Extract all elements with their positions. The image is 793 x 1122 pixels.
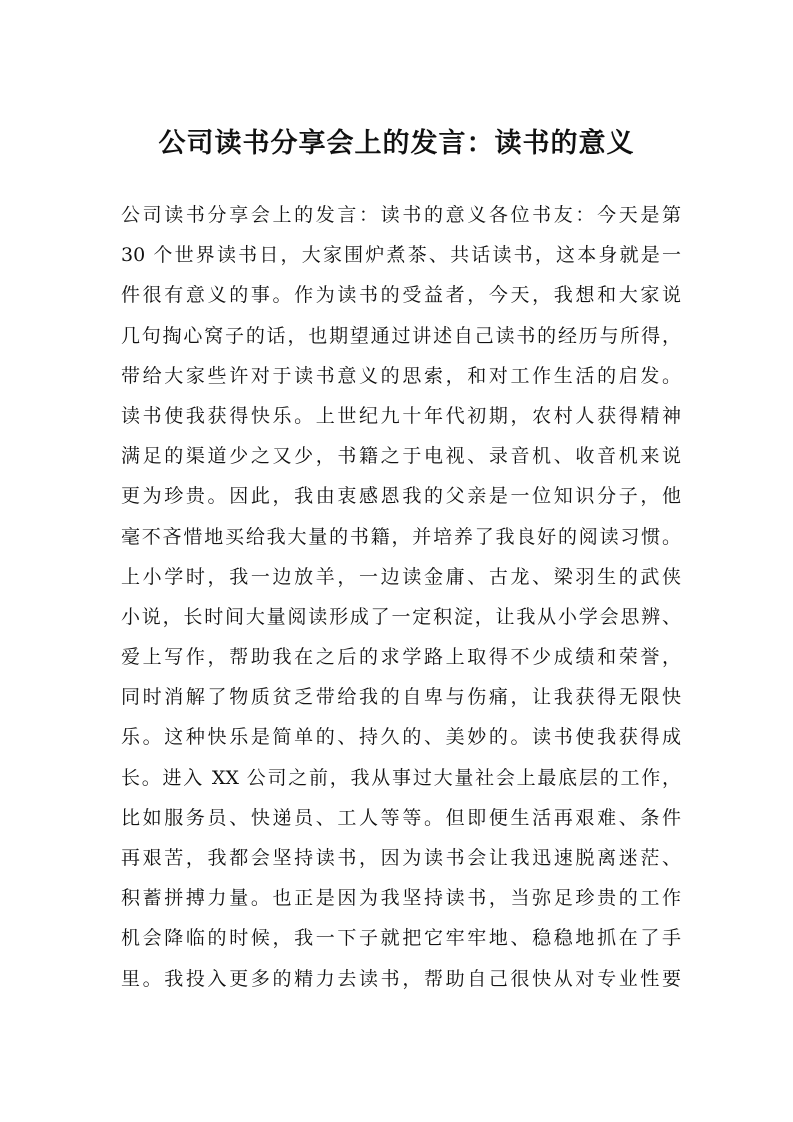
text-line: 几句掏心窝子的话，也期望通过讲述自己读书的经历与所得，: [121, 324, 681, 347]
text-line: 30 个世界读书日，大家围炉煮茶、共话读书，这本身就是一: [121, 244, 681, 267]
text-line: 积蓄拼搏力量。也正是因为我坚持读书，当弥足珍贵的工作: [121, 887, 681, 910]
text-line: 里。我投入更多的精力去读书，帮助自己很快从对专业性要: [121, 967, 681, 990]
text-line: 更为珍贵。因此，我由衷感恩我的父亲是一位知识分子，他: [121, 485, 681, 508]
text-line: 件很有意义的事。作为读书的受益者，今天，我想和大家说: [121, 284, 681, 307]
text-line: 同时消解了物质贫乏带给我的自卑与伤痛，让我获得无限快: [121, 686, 681, 709]
body-text: [121, 195, 681, 999]
text-line: 机会降临的时候，我一下子就把它牢牢地、稳稳地抓在了手: [121, 927, 681, 950]
text-line: 乐。这种快乐是简单的、持久的、美妙的。读书使我获得成: [121, 726, 681, 749]
text-line: 小说，长时间大量阅读形成了一定积淀，让我从小学会思辨、: [121, 605, 681, 628]
text-line: 再艰苦，我都会坚持读书，因为读书会让我迅速脱离迷茫、: [121, 847, 681, 869]
text-line: 上小学时，我一边放羊，一边读金庸、古龙、梁羽生的武侠: [121, 565, 681, 588]
text-line: 长。进入 XX 公司之前，我从事过大量社会上最底层的工作，: [121, 766, 681, 789]
page-title: 公司读书分享会上的发言：读书的意义: [158, 128, 635, 159]
text-line: 毫不吝惜地买给我大量的书籍，并培养了我良好的阅读习惯。: [121, 525, 681, 548]
text-line: 公司读书分享会上的发言：读书的意义各位书友：今天是第: [121, 204, 681, 226]
text-line: 满足的渠道少之又少，书籍之于电视、录音机、收音机来说: [121, 445, 681, 468]
text-line: 读书使我获得快乐。上世纪九十年代初期，农村人获得精神: [121, 404, 681, 427]
text-line: 带给大家些许对于读书意义的思索，和对工作生活的启发。: [121, 364, 681, 387]
text-line: 比如服务员、快递员、工人等等。但即便生活再艰难、条件: [121, 806, 681, 829]
text-line: 爱上写作，帮助我在之后的求学路上取得不少成绩和荣誉，: [121, 646, 681, 669]
